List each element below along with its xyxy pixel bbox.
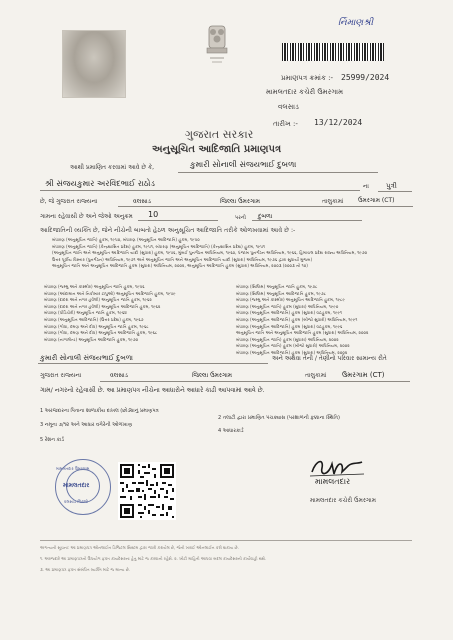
list-item: બંધારણ (દાદરા અને નગર હવેલી) અનુસૂચિત જાતિ હુકમ, ૧૯૬૨ — [44, 297, 152, 303]
serial-number: 10 — [148, 210, 159, 219]
footer-divider — [40, 540, 412, 541]
list-item: બંધારણ (અનુસૂચિત જાતિ) હુકમ (સુધારા) અધિનિયમ, ૨૦૦૨ — [236, 336, 339, 342]
list-item: અનુસૂચિત જાતિ અને અનુસૂચિત આદિજાતિ હુકમ (સુધારા) અધિનિયમ, ૨૦૦૨ — [236, 330, 369, 336]
basis-item: 3 નમૂના ૭/૧૨ અને આધાર વગેરેની ઓળખાણ — [40, 422, 133, 428]
relation: પુત્રી — [386, 182, 397, 190]
underline — [38, 363, 268, 364]
orders-list-right — [236, 284, 416, 357]
certificate-number-label: પ્રમાણપત્ર ક્રમાંક :- — [281, 74, 334, 82]
list-item: બંધારણ (સિક્કિમ) અનુસૂચિત જાતિ હુકમ, ૧૯૭૮ — [236, 284, 318, 289]
underline — [138, 220, 218, 221]
verification-qr-code — [118, 462, 176, 520]
list-item: બંધારણ (સિક્કિમ) અનુસૂચિત આદિજાતિ હુકમ, ૧૯૭૮ — [236, 290, 327, 296]
underline — [100, 381, 410, 382]
issue-date: 13/12/2024 — [314, 118, 363, 127]
underline — [118, 206, 413, 207]
intro-text: આથી પ્રમાણિત કરવામાં આવે છે કે, — [70, 164, 155, 171]
list-item: બંધારણ (અનુસૂચિત આદિજાતિ) હુકમ (સુધારા) અધિનિયમ, ૨૦૦૨ — [236, 349, 348, 355]
national-emblem-icon — [200, 22, 234, 72]
basis-text: ગામ/ નગરનો રહેવાસી છે. આ પ્રમાણપત્ર નીચેના આધારોને આધારે કાઢી આપવામાં આવે છે. — [40, 387, 265, 394]
list-item: બંધારણ (આંદામાન અને નિકોબાર ટાપુઓ) અનુસૂચિત આદિજાતિ હુકમ, ૧૯૫૯ — [44, 290, 176, 296]
handwritten-note: ર્નિમાણશ્રી — [338, 18, 374, 28]
residence-name: કુમારી સોનાલી સંજયભાઈ દુબળા — [40, 354, 133, 362]
basis-item: 1 અરજદારના પિતાના શાળાકીય દાખલ (છોડ્યાનું પ્રમાણપત્ર — [40, 408, 159, 414]
tribe-name: દુબળા — [258, 213, 273, 220]
residence-taluka-label: તાલુકામાં — [305, 372, 327, 379]
signatory-title: મામલતદાર — [315, 477, 351, 486]
list-item: બંધારણ (અનુસૂચિત આદિજાતિ) (ઉત્તર પ્રદેશ) હુકમ, ૧૯૬૭ — [44, 316, 144, 322]
list-item: બંધારણ (અનુસૂચિત જાતિ) (કેન્દ્રશાસિત પ્રદેશ) હુકમ, ૧૯૫૧, બંધારણ (અનુસૂચિત આદિજાતિ) (કેન્દ્રશાસિત પ્રદેશ) હુકમ, ૧૯૫૧ — [52, 243, 266, 249]
state-prefix: છે, જે ગુજરાત રાજ્યના — [40, 198, 98, 205]
certificate-number: 25999/2024 — [341, 73, 390, 82]
footer-line: ૩. આ પ્રમાણપત્ર ફક્ત સંબંધિત વ્યક્તિ માટે જ માન્ય છે. — [40, 567, 131, 572]
list-item: બંધારણ (ગોવા, દમણ અને દીવ) અનુસૂચિત આદિજાતિ હુકમ, ૧૯૬૮ — [44, 330, 158, 336]
stamp-center-text: મામલતદાર — [63, 482, 90, 489]
basis-item: 4 આધારકાર્ડ — [218, 428, 244, 434]
list-item: ઉત્તર પૂર્વીય વિસ્તાર (પુનર્ગઠન) અધિનિયમ, ૧૯૭૧ અને અનુસૂચિત જાતિ અને અનુસૂચિત આદિજાતિ યાદી (સુધારા) અધિનિયમ, ૧૯૭૬ દ્વારા સુધાર્યા મુજબ) — [52, 256, 313, 262]
applicant-name: કુમારી સોનાલી સંજયભાઈ દુબળા — [190, 160, 297, 169]
issuing-district: વલસાડ — [278, 103, 299, 111]
underline — [178, 172, 378, 173]
date-label: તારીખ :- — [273, 120, 298, 128]
list-item: બંધારણ (અનુસૂચિત જાતિ) હુકમ (બીજો સુધારો) અધિનિયમ, ૨૦૦૨ — [236, 343, 350, 349]
list-item: બંધારણ (જમ્મુ અને કાશ્મીર) અનુસૂચિત આદિજાતિ હુકમ, ૧૯૮૯ — [236, 297, 345, 303]
list-item: બંધારણ (નાગાલેન્ડ) અનુસૂચિત આદિજાતિ હુકમ, ૧૯૭૦ — [44, 336, 139, 342]
document-title: ગુજરાત સરકાર — [185, 128, 254, 141]
list-item: (અનુસૂચિત જાતિ અને અનુસૂચિત આદિજાતિ યાદી (સુધારા) હુકમ, ૧૯૫૬, મુંબઈ પુનર્ગઠન અધિનિયમ, ૧૯૬૦, પંજાબ પુનર્ગઠન અધિનિયમ, ૧૯૬૬, હિમાચલ પ્રદેશ રાજ્ય અધિનિયમ, ૧૯૭૦ — [52, 250, 368, 256]
residence-taluka: ઉમરગામ (CT) — [342, 371, 385, 379]
footer-line: ૧. અરજદારે આ પ્રમાણપત્રનો ઉપયોગ ફક્ત કાયદેસરના હેતુ માટે જ કરવાનો રહેશે. ૨. ખોટી માહિતી આપવા બદલ કાયદેસરની કાર્યવાહી થશે. — [40, 556, 267, 561]
stamp-top-text: મામલતદાર ઉમરગામ — [56, 466, 90, 471]
underline — [252, 220, 362, 221]
list-item: બંધારણ (અનુસૂચિત આદિજાતિ) હુકમ (સુધારા) વટહુકમ, ૧૯૯૧ — [236, 310, 343, 316]
applicant-photo — [62, 30, 126, 98]
list-item: અનુસૂચિત જાતિ અને અનુસૂચિત આદિજાતિ હુકમ (સુધારા) અધિનિયમ, ૨૦૦૨, અનુસૂચિત આદિજાતિ હુકમ (સુધારા) અધિનિયમ, ૨૦૦૩ (૨૦૦૩ નો ૧૦) — [52, 263, 308, 269]
residence-district: વલસાડ — [110, 372, 128, 379]
footer-line: અગત્યની સૂચના: આ પ્રમાણપત્ર ઓનલાઈન ડિજિટલ સિસ્ટમ દ્વારા જારી કરાયેલ છે, જેની ખરાઈ ઓનલાઈન કરી શકાય છે. — [40, 545, 239, 550]
certificate-barcode — [282, 43, 384, 61]
list-item: બંધારણ (પોંડિચેરી) અનુસૂચિત જાતિ હુકમ, ૧૯૬૪ — [44, 310, 127, 316]
underline — [40, 190, 360, 191]
underline — [378, 191, 412, 192]
family-text: અને અથવા તેની / તેણીનો પરિવાર સામાન્ય રીતે — [272, 355, 387, 362]
list-item: બંધારણ (ગોવા, દમણ અને દીવ) અનુસૂચિત જાતિ હુકમ, ૧૯૬૮ — [44, 323, 149, 329]
taluka-label: તાલુકામાં — [322, 198, 344, 205]
list-item: બંધારણ (અનુસૂચિત આદિજાતિ) હુકમ (બીજો સુધારો) અધિનિયમ, ૧૯૯૧ — [236, 316, 358, 322]
eligibility-text: આદિજાતિની વ્યક્તિ છે, જેને નીચેની બાબતો હેઠળ અનુસૂચિત આદિજાતિ તરીકે ઓળખવામાં આવે છે :- — [40, 227, 296, 234]
list-item: બંધારણ (અનુસૂચિત આદિજાતિ) હુકમ (સુધારા) વટહુકમ, ૧૯૯૬ — [236, 323, 343, 329]
orders-list-top — [52, 237, 412, 270]
list-item: બંધારણ (દાદરા અને નગર હવેલી) અનુસૂચિત આદિજાતિ હુકમ, ૧૯૬૨ — [44, 303, 161, 309]
basis-item: 2 તલાટી દ્વારા પ્રમાણિત પંચક્યાસ (પરશાળની ફક્કાના સ્થિતિ) — [218, 415, 340, 421]
signatory-office: મામલતદાર કચેરી ઉમરગામ — [310, 497, 377, 504]
serial-text: ગામના રહેવાસી છે અને જેઓ અનુક્રમ — [40, 213, 133, 220]
stamp-bottom-text: વલસાડ જિલ્લો — [64, 499, 88, 504]
residence-district-label: જિલ્લા ઉમરગામ — [192, 372, 233, 379]
list-item: બંધારણ (અનુસૂચિત જાતિ) હુકમ, ૧૯૫૦, બંધારણ (અનુસૂચિત આદિજાતિ) હુકમ, ૧૯૫૦ — [52, 237, 200, 242]
list-item: બંધારણ (જમ્મુ અને કાશ્મીર) અનુસૂચિત જાતિ હુકમ, ૧૯૫૬ — [44, 284, 145, 289]
orders-list-left — [44, 284, 229, 343]
state-district: વલસાડ — [133, 198, 151, 205]
issuing-office: મામલતદાર કચેરી ઉમરગામ — [266, 88, 344, 96]
residence-state: ગુજરાત રાજ્યના — [40, 372, 82, 379]
document-subtitle: અનુસૂચિત આદિજાતિ પ્રમાણપત્ર — [152, 144, 282, 155]
taluka: ઉમરગામ (CT) — [358, 197, 395, 204]
father-name: શ્રી સંજયકુમાર અરવિંદભાઈ રાઠોડ — [45, 179, 155, 188]
basis-item: 5 રેશન કાર્ડ — [40, 437, 65, 443]
after-serial: પરની — [235, 215, 246, 221]
relation-word: ના — [363, 183, 369, 190]
list-item: બંધારણ (અનુસૂચિત જાતિ) હુકમ (સુધારા) અધિનિયમ, ૧૯૯૦ — [236, 303, 339, 309]
district-label: જિલ્લા ઉમરગામ — [220, 198, 261, 205]
